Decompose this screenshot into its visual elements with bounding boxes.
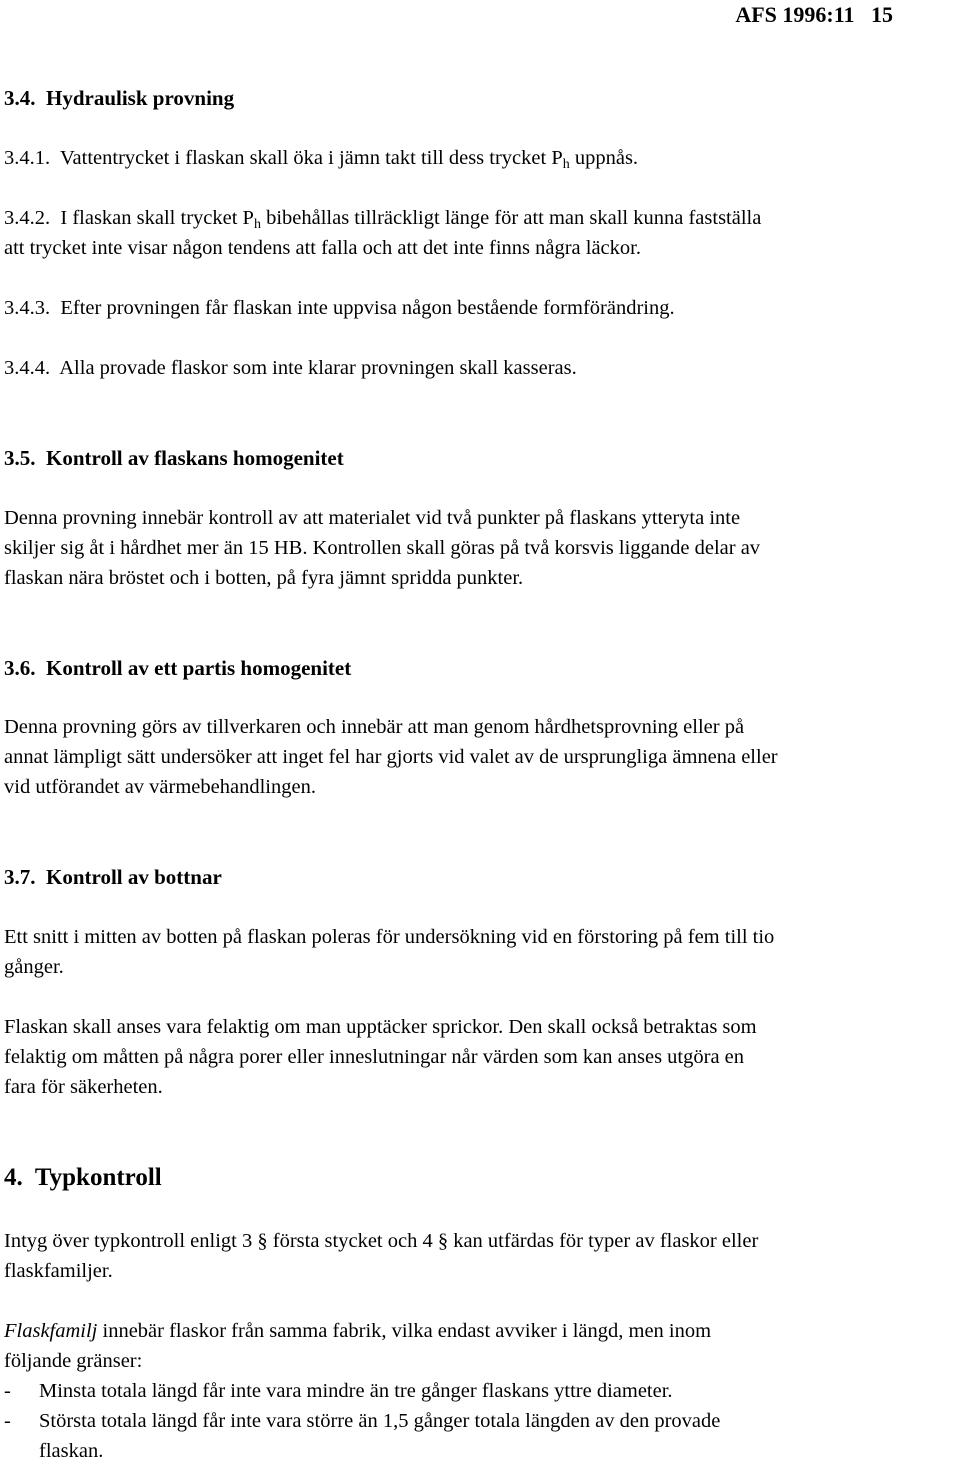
section-body-3-6 (4, 712, 958, 802)
bullet-text: Minsta totala längd får inte vara mindre än tre gånger flaskans yttre diameter. (39, 1380, 673, 1402)
page-header (735, 0, 893, 30)
section-body-3-5 (4, 503, 958, 593)
section-number: 3.7. (4, 865, 36, 889)
section-heading-3-6 (4, 653, 958, 683)
bullet-marker: - (4, 1410, 11, 1432)
bullet-text-cont: flaskan. (39, 1440, 104, 1462)
body-line: Denna provning innebär kontroll av att materialet vid två punkter på flaskans ytteryta inte (4, 507, 741, 529)
paragraph-3-4-2 (4, 203, 958, 263)
clause-text: Efter provningen får flaskan inte uppvisa någon bestående formförändring. (60, 297, 675, 319)
paragraph-3-4-1 (4, 143, 958, 173)
section-number: 3.6. (4, 656, 36, 680)
section-number: 3.4. (4, 86, 36, 110)
clause-text: I flaskan skall trycket P (60, 207, 254, 229)
chapter-number: 4. (4, 1164, 23, 1191)
clause-text-line2: att trycket inte visar någon tendens att falla och att det inte finns några läckor. (4, 237, 641, 259)
clause-number: 3.4.3. (4, 297, 51, 319)
body-line: Intyg över typkontroll enligt 3 § första stycket och 4 § kan utfärdas för typer av flaskor eller (4, 1230, 759, 1252)
body-line: följande gränser: (4, 1350, 143, 1372)
clause-number: 3.4.1. (4, 147, 51, 169)
body-line: Flaskan skall anses vara felaktig om man upptäcker sprickor. Den skall också betraktas som (4, 1016, 757, 1038)
header-reference: AFS 1996:11 (735, 2, 855, 27)
section-body-3-7-p2 (4, 1012, 958, 1102)
defined-term: Flaskfamilj (4, 1320, 98, 1342)
chapter-4-p1 (4, 1226, 958, 1286)
section-body-3-7-p1 (4, 922, 958, 982)
bullet-item (4, 1376, 958, 1406)
section-heading-3-5 (4, 443, 958, 473)
chapter-heading-4 (4, 1163, 958, 1193)
body-line: Ett snitt i mitten av botten på flaskan poleras för undersökning vid en förstoring på fem till tio (4, 926, 775, 948)
bullet-text: Största totala längd får inte vara större än 1,5 gånger totala längden av den provade (39, 1410, 721, 1432)
section-title: Kontroll av ett partis homogenitet (46, 656, 352, 680)
section-title: Hydraulisk provning (46, 86, 235, 110)
paragraph-3-4-4 (4, 353, 958, 383)
clause-number: 3.4.2. (4, 207, 51, 229)
clause-text: Alla provade flaskor som inte klarar provningen skall kasseras. (59, 357, 577, 379)
clause-number: 3.4.4. (4, 357, 51, 379)
body-line: flaskfamiljer. (4, 1260, 113, 1282)
body-line: fara för säkerheten. (4, 1076, 163, 1098)
body-line: annat lämpligt sätt undersöker att inget fel har gjorts vid valet av de ursprungliga ämnena eller (4, 746, 778, 768)
clause-text: Vattentrycket i flaskan skall öka i jämn takt till dess trycket P (60, 147, 563, 169)
header-page-number: 15 (871, 2, 893, 27)
chapter-title: Typkontroll (34, 1164, 162, 1191)
body-line: skiljer sig åt i hårdhet mer än 15 HB. Kontrollen skall göras på två korsvis liggande delar av (4, 537, 761, 559)
body-line: gånger. (4, 956, 64, 978)
subscript: h (253, 217, 261, 232)
paragraph-3-4-3 (4, 293, 958, 323)
bullet-item (4, 1406, 958, 1436)
body-line: vid utförandet av värmebehandlingen. (4, 776, 316, 798)
body-line: Denna provning görs av tillverkaren och innebär att man genom hårdhetsprovning eller på (4, 716, 745, 738)
body-line: felaktig om måtten på några porer eller inneslutningar når värden som kan anses utgöra en (4, 1046, 745, 1068)
section-title: Kontroll av flaskans homogenitet (46, 446, 344, 470)
section-heading-3-7 (4, 862, 958, 892)
clause-text-cont: bibehållas tillräckligt länge för att man skall kunna fastställa (260, 207, 762, 229)
clause-text-end: uppnås. (569, 147, 639, 169)
subscript: h (562, 157, 570, 172)
section-heading-3-4 (4, 83, 958, 113)
bullet-marker: - (4, 1380, 11, 1402)
section-title: Kontroll av bottnar (46, 865, 222, 889)
section-number: 3.5. (4, 446, 36, 470)
body-line: innebär flaskor från samma fabrik, vilka endast avviker i längd, men inom (97, 1320, 712, 1342)
body-line: flaskan nära bröstet och i botten, på fyra jämnt spridda punkter. (4, 567, 524, 589)
chapter-4-p2 (4, 1316, 958, 1466)
